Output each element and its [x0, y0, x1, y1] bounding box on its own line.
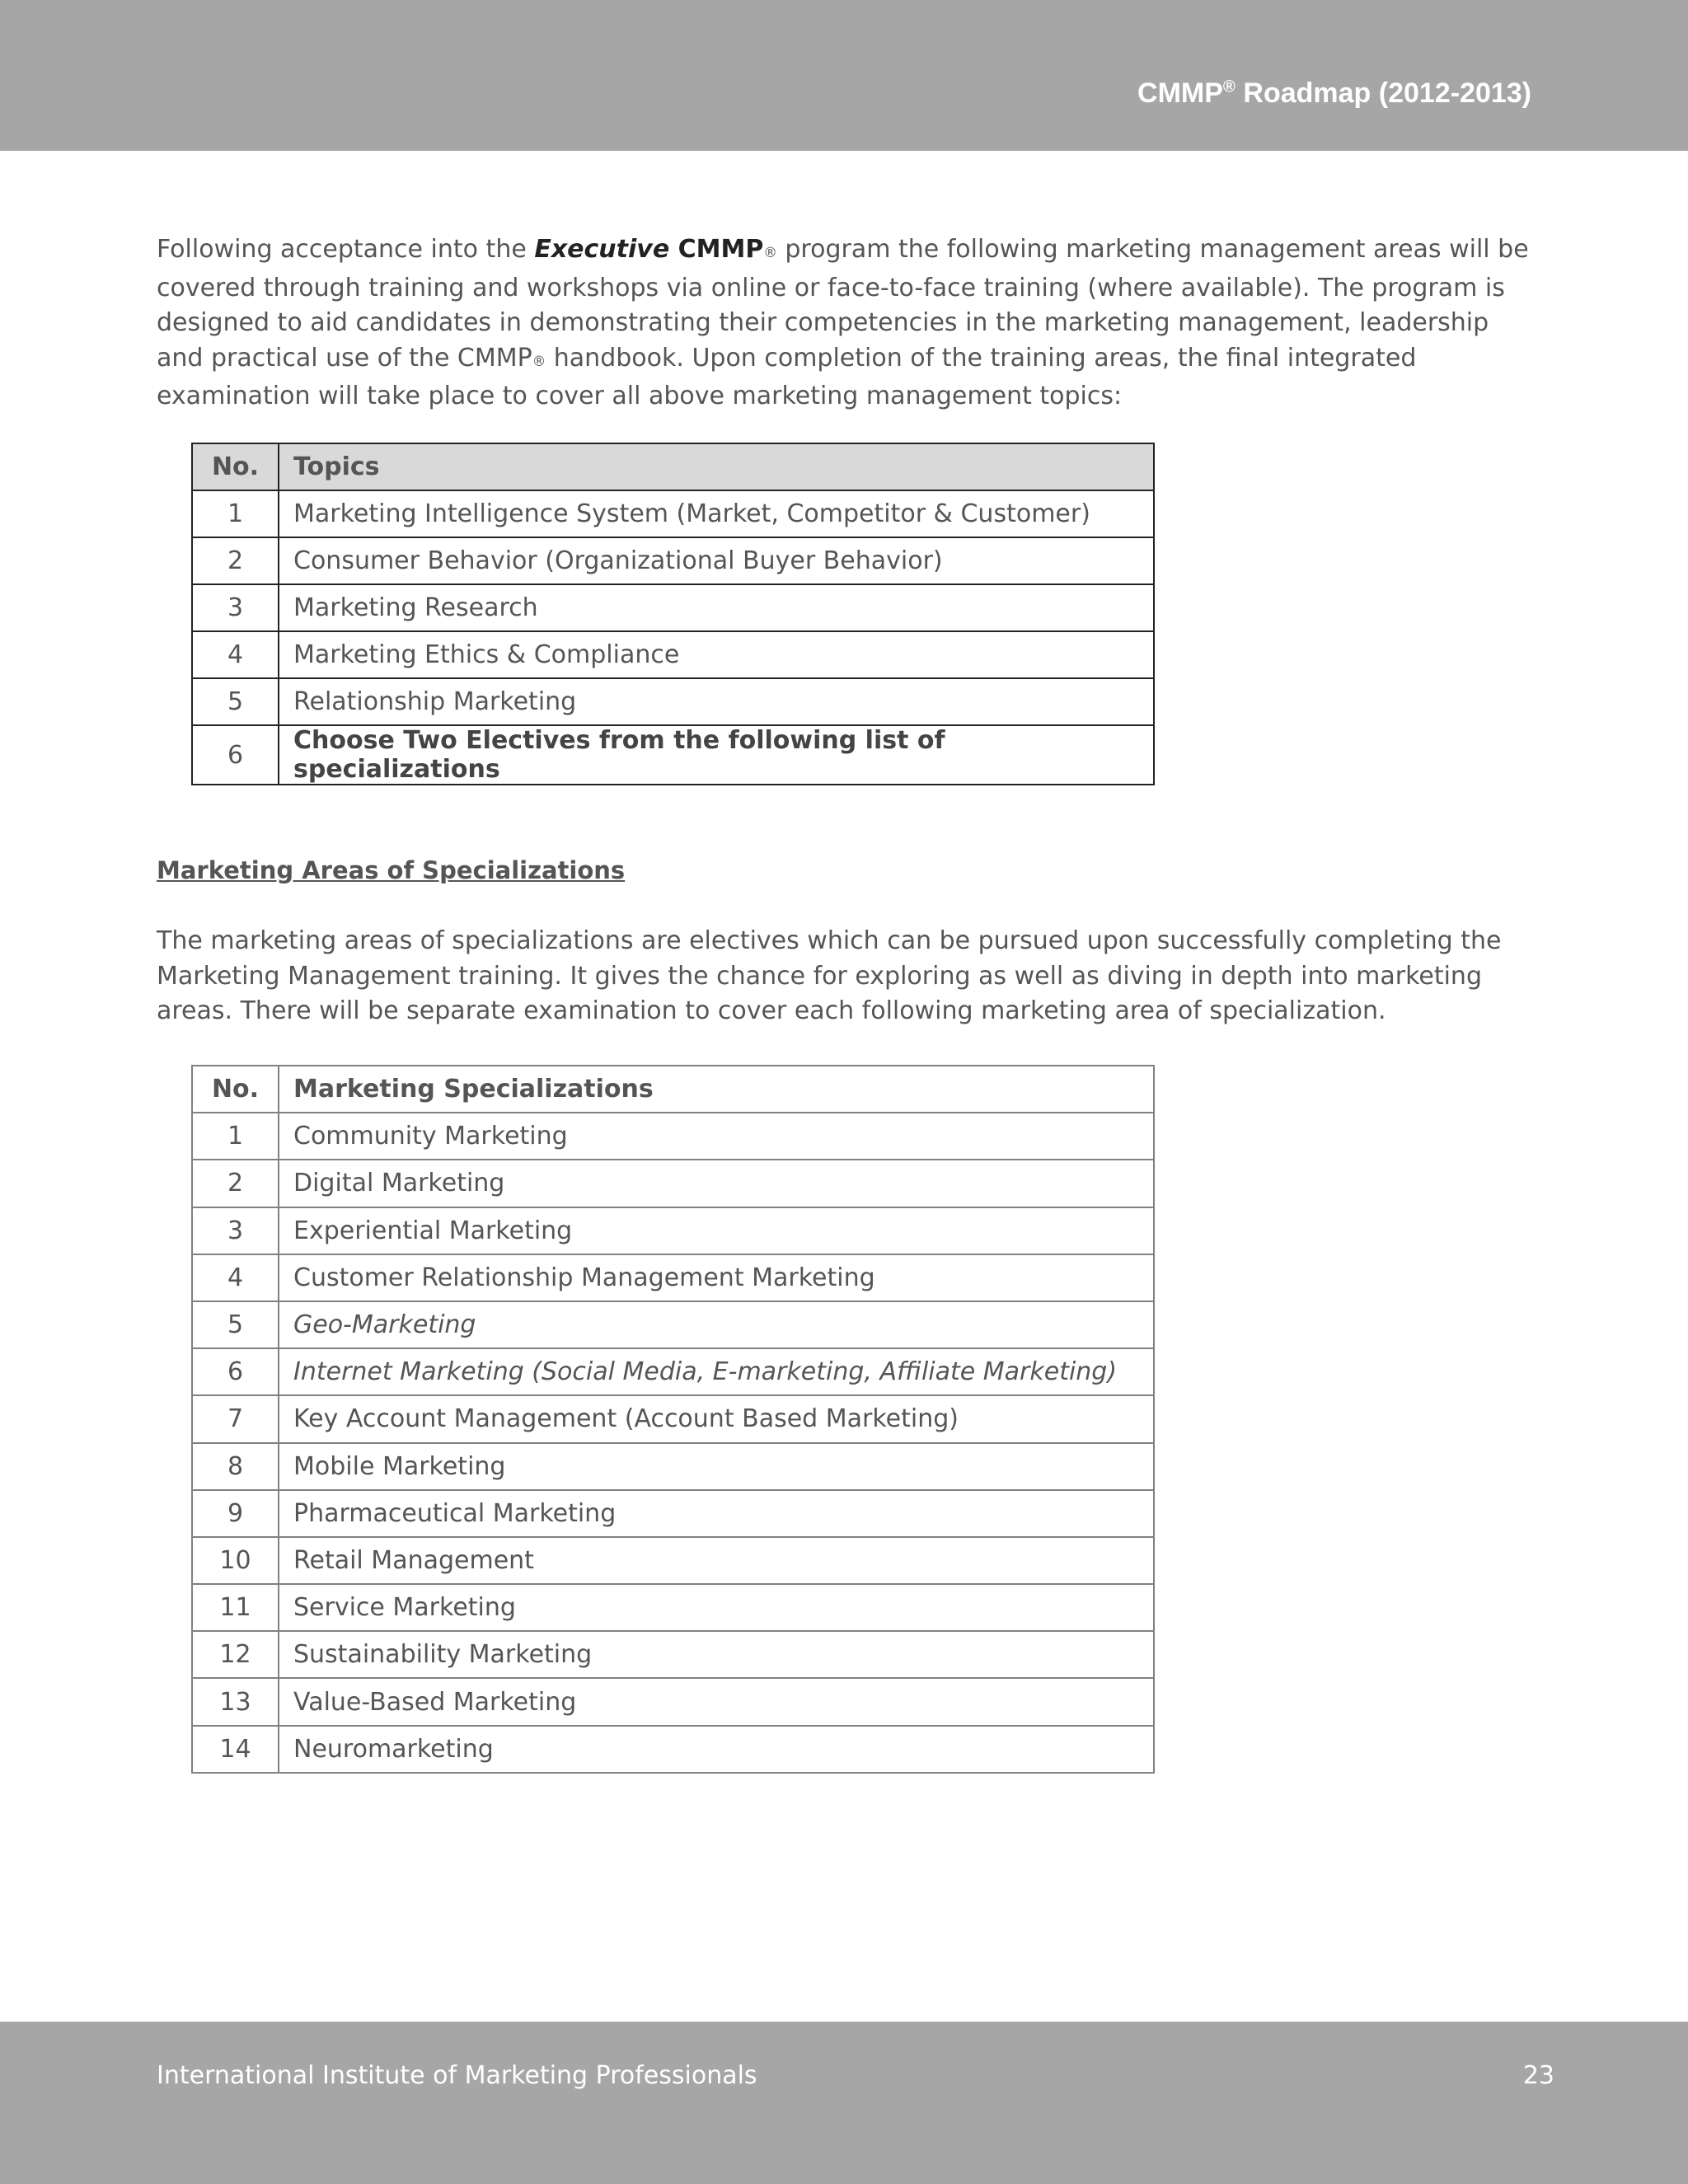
row-number: 6: [192, 1348, 279, 1395]
row-number: 5: [192, 678, 279, 725]
document-title: [1137, 77, 1531, 110]
row-specialization: Sustainability Marketing: [279, 1631, 1154, 1678]
table-row: [192, 537, 1154, 584]
page-header: [0, 0, 1688, 151]
row-specialization: Pharmaceutical Marketing: [279, 1490, 1154, 1537]
row-number: 5: [192, 1301, 279, 1348]
table-row: [192, 1207, 1154, 1254]
row-topic: Choose Two Electives from the following list of specializations: [279, 725, 1154, 785]
table-row: [192, 631, 1154, 678]
title-prefix: CMMP: [1137, 77, 1223, 109]
row-number: 2: [192, 1160, 279, 1207]
row-number: 4: [192, 1254, 279, 1301]
table-row: [192, 490, 1154, 537]
footer-organization: International Institute of Marketing Professionals: [157, 2061, 757, 2090]
specializations-paragraph: The marketing areas of specializations are electives which can be pursued upon successfully completing the Marketing Management training. It gives the chance for exploring as well as diving in depth into marketing areas. There will be separate examination to cover each following marketing area of specialization.: [157, 926, 1502, 1025]
intro-text-3: handbook. Upon completion of the training areas, the final integrated examination will take place to cover all above marketing management topics:: [157, 343, 1417, 410]
column-header-topics: Topics: [279, 443, 1154, 490]
topics-table: [191, 443, 1155, 785]
table-row: [192, 1726, 1154, 1773]
table-row: [192, 1537, 1154, 1584]
row-specialization: Retail Management: [279, 1537, 1154, 1584]
table-row: [192, 1678, 1154, 1725]
row-specialization: Digital Marketing: [279, 1160, 1154, 1207]
page-footer: [0, 2022, 1688, 2184]
table-row: [192, 1443, 1154, 1490]
row-specialization: Customer Relationship Management Marketing: [279, 1254, 1154, 1301]
row-number: 12: [192, 1631, 279, 1678]
row-specialization: Mobile Marketing: [279, 1443, 1154, 1490]
table-header-row: [192, 1066, 1154, 1113]
intro-text-2: program the following marketing management areas will be covered through training and workshops via online or face-to-face training (where available). The program is designed to aid candidates in demonstrating their competencies in the marketing management, leadership and practical use of the CMMP: [157, 235, 1529, 373]
table-row: [192, 584, 1154, 631]
row-number: 4: [192, 631, 279, 678]
row-specialization: Key Account Management (Account Based Marketing): [279, 1395, 1154, 1442]
table-row: [192, 678, 1154, 725]
column-header-no: No.: [192, 443, 279, 490]
page-number: 23: [1522, 2061, 1554, 2090]
row-specialization: Community Marketing: [279, 1113, 1154, 1160]
specializations-table: [191, 1065, 1155, 1774]
row-number: 1: [192, 1113, 279, 1160]
table-row: [192, 1631, 1154, 1678]
row-number: 3: [192, 584, 279, 631]
table-row: [192, 1348, 1154, 1395]
table-row: [192, 1160, 1154, 1207]
section-heading-specializations: Marketing Areas of Specializations: [157, 856, 626, 884]
registered-mark: ®: [532, 353, 546, 369]
column-header-specializations: Marketing Specializations: [279, 1066, 1154, 1113]
row-topic: Marketing Intelligence System (Market, Competitor & Customer): [279, 490, 1154, 537]
title-suffix: Roadmap (2012-2013): [1235, 77, 1531, 109]
table-row: [192, 1301, 1154, 1348]
row-specialization: Neuromarketing: [279, 1726, 1154, 1773]
cmmp-label: CMMP: [669, 235, 764, 264]
row-number: 8: [192, 1443, 279, 1490]
registered-mark: ®: [1222, 77, 1236, 96]
row-number: 9: [192, 1490, 279, 1537]
row-topic: Relationship Marketing: [279, 678, 1154, 725]
row-specialization: Experiential Marketing: [279, 1207, 1154, 1254]
table-header-row: [192, 443, 1154, 490]
row-number: 1: [192, 490, 279, 537]
registered-mark: ®: [763, 245, 777, 260]
row-specialization: Value-Based Marketing: [279, 1678, 1154, 1725]
row-number: 10: [192, 1537, 279, 1584]
row-number: 2: [192, 537, 279, 584]
row-number: 14: [192, 1726, 279, 1773]
column-header-no: No.: [192, 1066, 279, 1113]
row-number: 11: [192, 1584, 279, 1631]
row-number: 13: [192, 1678, 279, 1725]
row-specialization: Geo-Marketing: [279, 1301, 1154, 1348]
row-topic: Marketing Research: [279, 584, 1154, 631]
table-row: [192, 1113, 1154, 1160]
intro-paragraph: [157, 232, 1541, 415]
row-topic: Consumer Behavior (Organizational Buyer Behavior): [279, 537, 1154, 584]
row-number: 3: [192, 1207, 279, 1254]
table-row: [192, 1490, 1154, 1537]
row-number: 6: [192, 725, 279, 785]
table-row: [192, 1395, 1154, 1442]
table-row: [192, 1254, 1154, 1301]
row-number: 7: [192, 1395, 279, 1442]
intro-text-1: Following acceptance into the: [157, 235, 535, 264]
row-topic: Marketing Ethics & Compliance: [279, 631, 1154, 678]
table-row: [192, 725, 1154, 785]
table-row: [192, 1584, 1154, 1631]
executive-label: Executive: [534, 235, 670, 264]
executive-cmmp: [534, 235, 763, 264]
row-specialization: Internet Marketing (Social Media, E-marketing, Affiliate Marketing): [279, 1348, 1154, 1395]
row-specialization: Service Marketing: [279, 1584, 1154, 1631]
